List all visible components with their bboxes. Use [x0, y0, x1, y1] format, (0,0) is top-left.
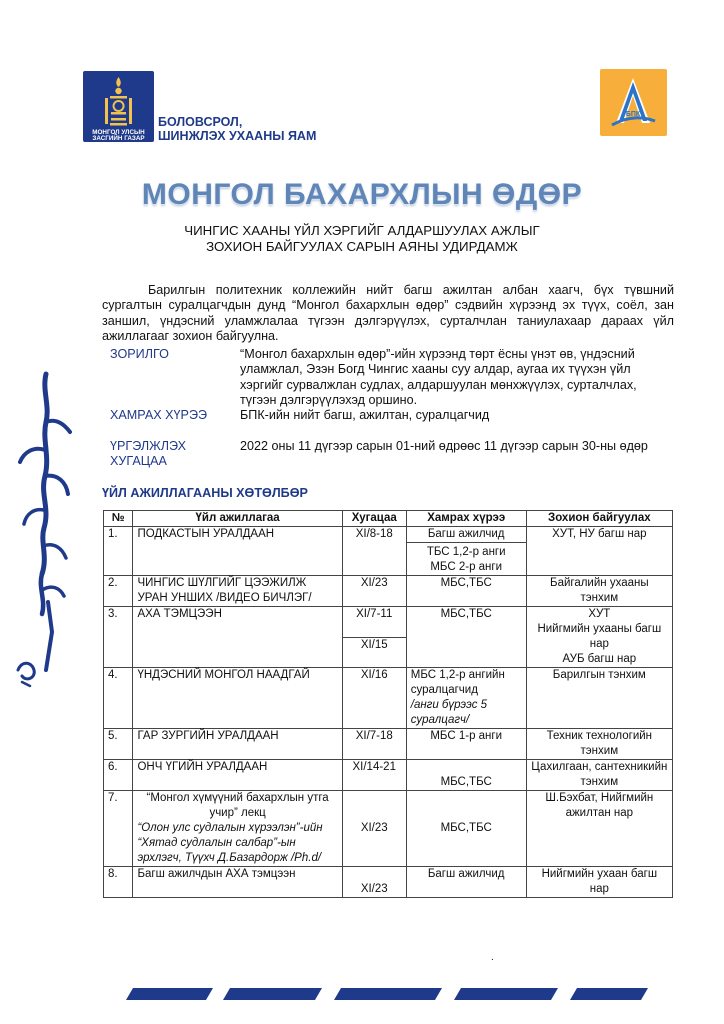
cell-scope: ТБС 1,2-р анги МБС 2-р анги: [406, 543, 526, 576]
cell-time: XI/14-21: [342, 760, 406, 791]
intro-paragraph: Барилгын политехник коллежийн нийт багш ажилтан албан хаагч, бүх түвшний сургалтын суралцагчдын дунд “Монгол бахархлын өдөр” сэдвийн хүрээнд эх түүх, соёл, зан заншил, үндэсний уламжлалаа түгээн дэлгэрүүлэх, сурталчлан таниулахаар дараах үйл ажиллагааг зохион байгуулна.: [102, 283, 674, 343]
cell-no: 4.: [104, 668, 133, 729]
footer-stripes-icon: [0, 988, 724, 1002]
cell-scope: МБС,ТБС: [406, 791, 526, 867]
col-header-organizer: Зохион байгуулах: [526, 511, 672, 527]
cell-activity: ҮНДЭСНИЙ МОНГОЛ НААДГАЙ: [133, 668, 342, 729]
cell-time: XI/23: [342, 791, 406, 867]
cell-activity: ОНЧ ҮГИЙН УРАЛДААН: [133, 760, 342, 791]
ministry-line1: БОЛОВСРОЛ,: [158, 115, 243, 129]
subtitle-line2: ЗОХИОН БАЙГУУЛАХ САРЫН АЯНЫ УДИРДАМЖ: [206, 239, 518, 254]
cell-organizer: Нийгмийн ухаан багш нар: [526, 867, 672, 898]
gov-line1: МОНГОЛ УЛСЫН: [92, 129, 145, 136]
cell-time: XI/23: [342, 576, 406, 607]
col-header-no: №: [104, 511, 133, 527]
scope-value: БПК-ийн нийт багш, ажилтан, суралцагчид: [240, 408, 490, 422]
cell-no: 8.: [104, 867, 133, 898]
ministry-name: [158, 116, 316, 143]
cell-scope: МБС,ТБС: [406, 760, 526, 791]
cell-time: XI/16: [342, 668, 406, 729]
cell-organizer: Барилгын тэнхим: [526, 668, 672, 729]
activity-note: “Олон улс судлалын хүрээлэн”-ийн “Хятад судлалын салбар”-ын эрхлэгч, Түүхч Д.Базардорж /Ph.d/: [137, 822, 323, 864]
organizer-line: АУБ багш нар: [562, 653, 637, 665]
col-header-time: Хугацаа: [342, 511, 406, 527]
bpk-triangle-logo-icon: [600, 69, 667, 136]
organizer-line: ХУТ: [588, 608, 611, 620]
program-table: [103, 510, 673, 898]
mongolian-script-calligraphy-icon: [12, 370, 82, 710]
ministry-line2: ШИНЖЛЭХ УХААНЫ ЯАМ: [158, 128, 317, 143]
cell-scope: [406, 668, 526, 729]
bpk-logo-text: БПК: [625, 111, 641, 118]
organizer-line: Нийгмийн ухааны багш нар: [537, 623, 662, 650]
duration-label-line1: ҮРГЭЛЖЛЭХ: [110, 439, 187, 453]
goal-value: “Монгол бахархлын өдөр”-ийн хүрээнд төрт ёсны үнэт өв, үндэсний уламжлал, Эзэн Богд Чингис хааны суу алдар, аугаа их түүхэн үйл хэргийг сурвалжлан судлах, алдаршуулан мөнхжүүлэх, сурталчлах, түгээн дэлгэрүүлэхэд оршино.: [240, 347, 637, 407]
duration-value: 2022 оны 11 дүгээр сарын 01-ний өдрөөс 11 дүгээр сарын 30-ны өдөр: [240, 439, 648, 453]
subtitle-line1: ЧИНГИС ХААНЫ ҮЙЛ ХЭРГИЙГ АЛДАРШУУЛАХ АЖЛЫГ: [184, 223, 540, 238]
duration-label-line2: ХУГАЦАА: [110, 454, 167, 469]
cell-no: 1.: [104, 527, 133, 576]
col-header-scope: Хамрах хүрээ: [406, 511, 526, 527]
scope-label: ХАМРАХ ХҮРЭЭ: [110, 408, 208, 422]
cell-organizer: Байгалийн ухааны тэнхим: [526, 576, 672, 607]
cell-activity: ЧИНГИС ШҮЛГИЙГ ЦЭЭЖИЛЖ УРАН УНШИХ /ВИДЕО БИЧЛЭГ/: [133, 576, 342, 607]
cell-time: XI/15: [342, 637, 406, 668]
cell-organizer: Техник технологийн тэнхим: [526, 729, 672, 760]
table-row: [104, 607, 673, 638]
cell-time: XI/23: [342, 867, 406, 898]
cell-activity: АХА ТЭМЦЭЭН: [133, 607, 342, 668]
program-heading: ҮЙЛ АЖИЛЛАГААНЫ ХӨТӨЛБӨР: [102, 486, 308, 500]
table-row: [104, 527, 673, 543]
cell-no: 5.: [104, 729, 133, 760]
footer-dot: .: [491, 952, 494, 963]
table-row: [104, 791, 673, 867]
cell-activity: Багш ажилчдын АХА тэмцээн: [133, 867, 342, 898]
cell-scope: МБС,ТБС: [406, 576, 526, 607]
cell-activity: [133, 791, 342, 867]
table-row: [104, 760, 673, 791]
cell-organizer: Ш.Бэхбат, Нийгмийн ажилтан нар: [526, 791, 672, 867]
cell-activity: ГАР ЗУРГИЙН УРАЛДААН: [133, 729, 342, 760]
col-header-activity: Үйл ажиллагаа: [133, 511, 342, 527]
page-title: МОНГОЛ БАХАРХЛЫН ӨДӨР: [141, 178, 583, 211]
cell-scope: МБС 1-р анги: [406, 729, 526, 760]
cell-scope: Багш ажилчид: [406, 527, 526, 543]
table-row: [104, 729, 673, 760]
table-row: [104, 867, 673, 898]
cell-organizer: ХУТ, НУ багш нар: [526, 527, 672, 576]
table-row: [104, 576, 673, 607]
goal-label: ЗОРИЛГО: [110, 347, 169, 361]
bpk-logo: [600, 69, 667, 136]
cell-no: 3.: [104, 607, 133, 668]
table-header-row: [104, 511, 673, 527]
duration-label: [110, 439, 186, 470]
cell-time: XI/8-18: [342, 527, 406, 576]
subtitle: [0, 223, 724, 255]
cell-no: 2.: [104, 576, 133, 607]
cell-organizer: [526, 607, 672, 668]
scope-note: /анги бүрээс 5 суралцагч/: [410, 699, 488, 726]
government-logo: [83, 71, 154, 142]
cell-time: XI/7-18: [342, 729, 406, 760]
table-row: [104, 668, 673, 729]
cell-no: 7.: [104, 791, 133, 867]
scope-main: МБС 1,2-р ангийн суралцагчид: [410, 669, 505, 696]
cell-time: XI/7-11: [342, 607, 406, 638]
cell-scope: МБС,ТБС: [406, 607, 526, 668]
gov-line2: ЗАСГИЙН ГАЗАР: [92, 135, 145, 142]
cell-organizer: Цахилгаан, сантехникийн тэнхим: [526, 760, 672, 791]
cell-activity: ПОДКАСТЫН УРАЛДААН: [133, 527, 342, 576]
cell-scope: Багш ажилчид: [406, 867, 526, 898]
activity-main: “Монгол хүмүүний бахархлын утга учир” лекц: [146, 792, 329, 819]
cell-no: 6.: [104, 760, 133, 791]
